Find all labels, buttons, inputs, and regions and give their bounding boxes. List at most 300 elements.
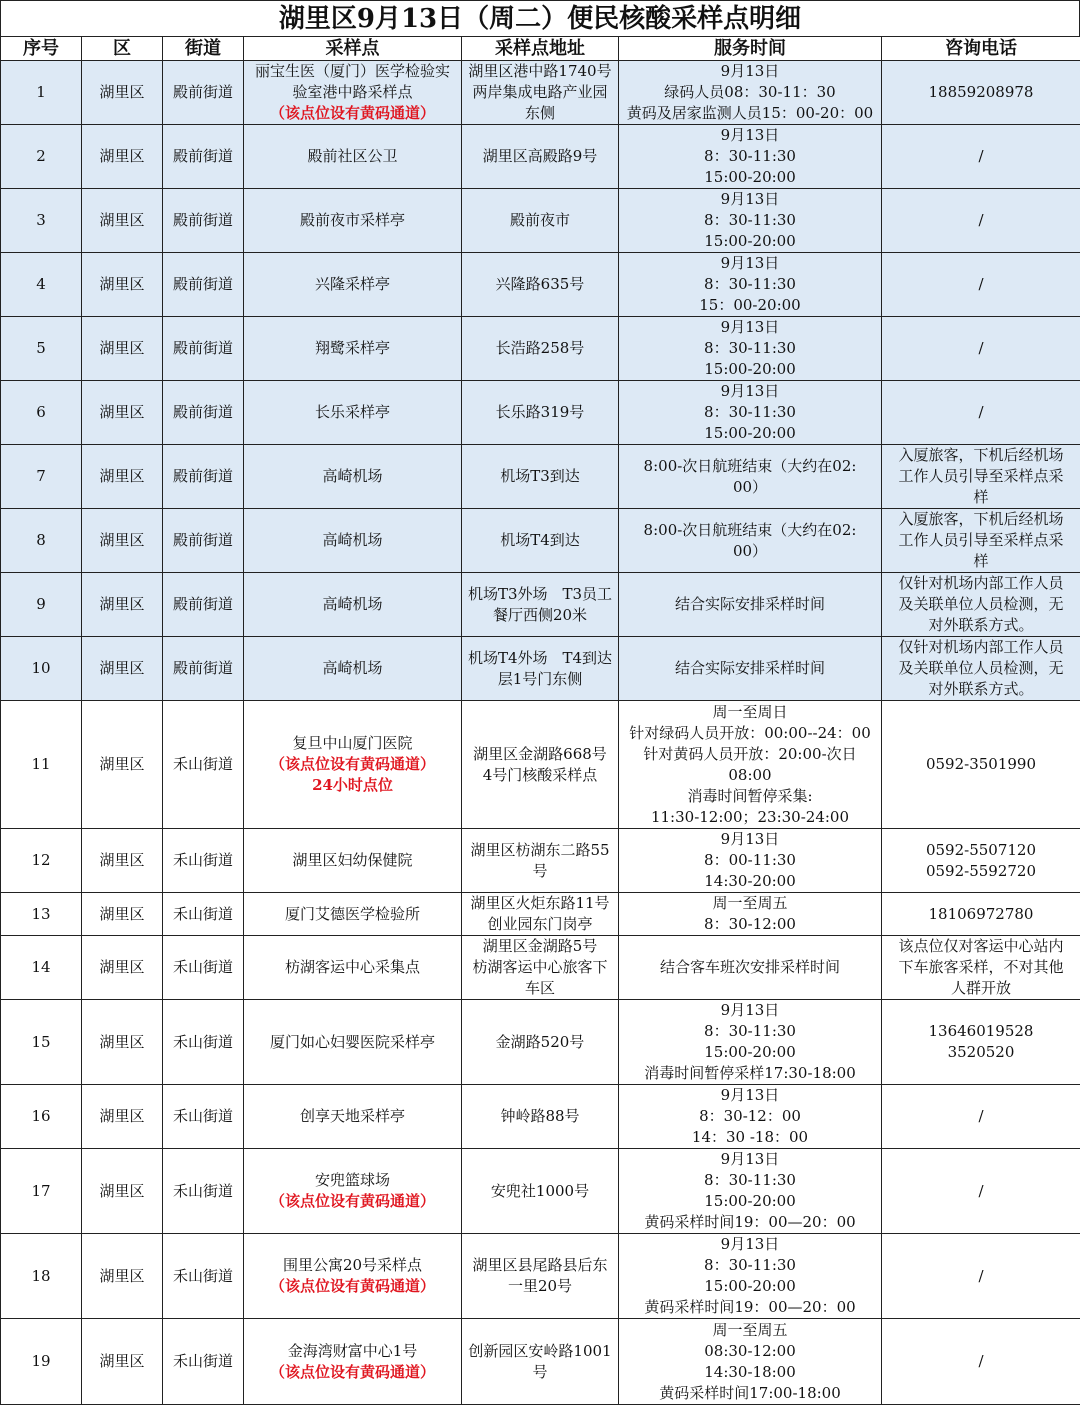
site-cell-line: 金海湾财富中心1号 <box>247 1341 458 1362</box>
site-cell <box>244 701 462 829</box>
phone-cell-line: 对外联系方式。 <box>885 615 1077 636</box>
hours-cell-line: 9月13日 <box>622 189 878 210</box>
district-cell-line: 湖里区 <box>85 594 159 615</box>
site-cell-line: （该点位设有黄码通道） <box>247 1191 458 1212</box>
district-cell-line: 湖里区 <box>85 466 159 487</box>
district-cell <box>82 381 163 445</box>
phone-cell-line: 0592-5507120 <box>885 840 1077 861</box>
phone-cell <box>882 637 1080 701</box>
phone-cell-line: 人群开放 <box>885 978 1077 999</box>
district-cell-line: 湖里区 <box>85 530 159 551</box>
site-cell-line: 验室港中路采样点 <box>247 82 458 103</box>
district-cell <box>82 509 163 573</box>
street-cell-line: 禾山街道 <box>166 1351 240 1372</box>
hours-cell-line: 8：30-11:30 <box>622 1021 878 1042</box>
header-cell: 采样点 <box>244 37 462 61</box>
address-cell-line: 4号门核酸采样点 <box>465 765 615 786</box>
address-cell-line: 两岸集成电路产业园 <box>465 82 615 103</box>
address-cell-line: 湖里区火炬东路11号 <box>465 893 615 914</box>
phone-cell <box>882 1319 1080 1405</box>
index-cell-line: 11 <box>4 754 78 775</box>
hours-cell-line: 周一至周五 <box>622 893 878 914</box>
street-cell-line: 禾山街道 <box>166 754 240 775</box>
district-cell <box>82 1234 163 1319</box>
site-cell <box>244 61 462 125</box>
site-cell <box>244 253 462 317</box>
hours-cell-line: 8：30-12:00 <box>622 914 878 935</box>
hours-cell-line: 消毒时间暂停采样17:30-18:00 <box>622 1063 878 1084</box>
index-cell-line: 7 <box>4 466 78 487</box>
index-cell-line: 6 <box>4 402 78 423</box>
district-cell-line: 湖里区 <box>85 1106 159 1127</box>
hours-cell-line: 08:30-12:00 <box>622 1341 878 1362</box>
phone-cell <box>882 1149 1080 1234</box>
street-cell-line: 殿前街道 <box>166 82 240 103</box>
site-cell <box>244 573 462 637</box>
site-cell-line: 安兜篮球场 <box>247 1170 458 1191</box>
district-cell-line: 湖里区 <box>85 274 159 295</box>
address-cell <box>462 317 619 381</box>
hours-cell <box>619 936 882 1000</box>
address-cell <box>462 1234 619 1319</box>
index-cell-line: 5 <box>4 338 78 359</box>
street-cell-line: 禾山街道 <box>166 1106 240 1127</box>
site-cell <box>244 317 462 381</box>
district-cell-line: 湖里区 <box>85 1351 159 1372</box>
header-cell: 区 <box>82 37 163 61</box>
street-cell-line: 殿前街道 <box>166 402 240 423</box>
street-cell-line: 禾山街道 <box>166 1266 240 1287</box>
hours-cell-line: 消毒时间暂停采集: <box>622 786 878 807</box>
table-row <box>1 1319 1080 1405</box>
hours-cell <box>619 1000 882 1085</box>
site-cell-line: 厦门艾德医学检验所 <box>247 904 458 925</box>
address-cell <box>462 637 619 701</box>
phone-cell <box>882 701 1080 829</box>
hours-cell-line: 8：30-11:30 <box>622 338 878 359</box>
address-cell-line: 钟岭路88号 <box>465 1106 615 1127</box>
hours-cell-line: 9月13日 <box>622 829 878 850</box>
table-row <box>1 253 1080 317</box>
site-cell-line: 高崎机场 <box>247 530 458 551</box>
table-row <box>1 893 1080 936</box>
address-cell-line: 餐厅西侧20米 <box>465 605 615 626</box>
address-cell <box>462 1149 619 1234</box>
hours-cell-line: 黄码及居家监测人员15：00-20：00 <box>622 103 878 124</box>
street-cell <box>163 637 244 701</box>
site-cell <box>244 637 462 701</box>
hours-cell-line: 黄码采样时间19：00—20：00 <box>622 1297 878 1318</box>
hours-cell <box>619 893 882 936</box>
index-cell <box>1 829 82 893</box>
index-cell-line: 12 <box>4 850 78 871</box>
index-cell <box>1 637 82 701</box>
address-cell-line: 一里20号 <box>465 1276 615 1297</box>
street-cell-line: 禾山街道 <box>166 957 240 978</box>
street-cell-line: 殿前街道 <box>166 530 240 551</box>
site-cell <box>244 1149 462 1234</box>
index-cell-line: 14 <box>4 957 78 978</box>
hours-cell-line: 针对黄码人员开放：20:00-次日 <box>622 744 878 765</box>
site-cell-line: 厦门如心妇婴医院采样亭 <box>247 1032 458 1053</box>
phone-cell-line: 工作人员引导至采样点采 <box>885 530 1077 551</box>
street-cell <box>163 317 244 381</box>
phone-cell-line: / <box>885 1266 1077 1287</box>
index-cell-line: 15 <box>4 1032 78 1053</box>
street-cell <box>163 701 244 829</box>
address-cell-line: 金湖路520号 <box>465 1032 615 1053</box>
site-cell <box>244 1319 462 1405</box>
street-cell-line: 殿前街道 <box>166 658 240 679</box>
street-cell-line: 殿前街道 <box>166 338 240 359</box>
address-cell-line: 号 <box>465 1362 615 1383</box>
hours-cell-line: 11:30-12:00；23:30-24:00 <box>622 807 878 828</box>
index-cell <box>1 61 82 125</box>
hours-cell-line: 针对绿码人员开放：00:00--24：00 <box>622 723 878 744</box>
hours-cell-line: 8：00-11:30 <box>622 850 878 871</box>
index-cell <box>1 1234 82 1319</box>
hours-cell <box>619 61 882 125</box>
district-cell <box>82 1085 163 1149</box>
address-cell-line: 机场T4到达 <box>465 530 615 551</box>
site-cell-line: 丽宝生医（厦门）医学检验实 <box>247 61 458 82</box>
street-cell <box>163 1234 244 1319</box>
phone-cell <box>882 61 1080 125</box>
index-cell <box>1 317 82 381</box>
phone-cell-line: 入厦旅客，下机后经机场 <box>885 445 1077 466</box>
site-cell-line: 湖里区妇幼保健院 <box>247 850 458 871</box>
site-cell-line: 高崎机场 <box>247 658 458 679</box>
hours-cell <box>619 829 882 893</box>
hours-cell-line: 15:00-20:00 <box>622 1276 878 1297</box>
site-cell-line: 殿前社区公卫 <box>247 146 458 167</box>
district-cell <box>82 701 163 829</box>
hours-cell-line: 8：30-11:30 <box>622 1255 878 1276</box>
address-cell-line: 车区 <box>465 978 615 999</box>
address-cell-line: 东侧 <box>465 103 615 124</box>
site-cell <box>244 125 462 189</box>
address-cell <box>462 573 619 637</box>
index-cell-line: 9 <box>4 594 78 615</box>
phone-cell <box>882 445 1080 509</box>
address-cell-line: 殿前夜市 <box>465 210 615 231</box>
district-cell-line: 湖里区 <box>85 402 159 423</box>
phone-cell <box>882 189 1080 253</box>
district-cell-line: 湖里区 <box>85 957 159 978</box>
district-cell <box>82 1319 163 1405</box>
index-cell <box>1 573 82 637</box>
street-cell <box>163 189 244 253</box>
site-cell-line: 翔鹭采样亭 <box>247 338 458 359</box>
district-cell-line: 湖里区 <box>85 904 159 925</box>
phone-cell-line: / <box>885 1106 1077 1127</box>
address-cell-line: 兴隆路635号 <box>465 274 615 295</box>
phone-cell-line: 样 <box>885 487 1077 508</box>
hours-cell-line: 9月13日 <box>622 1000 878 1021</box>
address-cell <box>462 1319 619 1405</box>
phone-cell <box>882 893 1080 936</box>
site-cell-line: 创享天地采样亭 <box>247 1106 458 1127</box>
phone-cell <box>882 573 1080 637</box>
hours-cell-line: 9月13日 <box>622 61 878 82</box>
header-row <box>1 37 1080 61</box>
address-cell-line: 湖里区金湖路668号 <box>465 744 615 765</box>
page-title: 湖里区9月13日（周二）便民核酸采样点明细 <box>0 0 1080 36</box>
street-cell-line: 禾山街道 <box>166 1032 240 1053</box>
street-cell <box>163 893 244 936</box>
index-cell-line: 4 <box>4 274 78 295</box>
hours-cell-line: 00） <box>622 477 878 498</box>
street-cell <box>163 445 244 509</box>
hours-cell-line: 绿码人员08：30-11：30 <box>622 82 878 103</box>
hours-cell-line: 黄码采样时间19：00—20：00 <box>622 1212 878 1233</box>
address-cell-line: 层1号门东侧 <box>465 669 615 690</box>
site-cell-line: 高崎机场 <box>247 466 458 487</box>
district-cell <box>82 1149 163 1234</box>
street-cell-line: 禾山街道 <box>166 850 240 871</box>
address-cell <box>462 189 619 253</box>
address-cell-line: 机场T3到达 <box>465 466 615 487</box>
street-cell <box>163 1085 244 1149</box>
address-cell-line: 创业园东门岗亭 <box>465 914 615 935</box>
hours-cell-line: 8：30-11:30 <box>622 1170 878 1191</box>
index-cell <box>1 893 82 936</box>
hours-cell-line: 15:00-20:00 <box>622 423 878 444</box>
site-cell-line: （该点位设有黄码通道） <box>247 1362 458 1383</box>
street-cell-line: 殿前街道 <box>166 594 240 615</box>
header-cell: 咨询电话 <box>882 37 1080 61</box>
street-cell-line: 殿前街道 <box>166 210 240 231</box>
index-cell-line: 13 <box>4 904 78 925</box>
street-cell <box>163 61 244 125</box>
phone-cell-line: 0592-5592720 <box>885 861 1077 882</box>
hours-cell-line: 14：30 -18：00 <box>622 1127 878 1148</box>
phone-cell <box>882 317 1080 381</box>
address-cell-line: 安兜社1000号 <box>465 1181 615 1202</box>
phone-cell-line: 13646019528 <box>885 1021 1077 1042</box>
hours-cell <box>619 253 882 317</box>
phone-cell <box>882 509 1080 573</box>
street-cell <box>163 573 244 637</box>
address-cell <box>462 1085 619 1149</box>
hours-cell <box>619 125 882 189</box>
district-cell-line: 湖里区 <box>85 210 159 231</box>
street-cell <box>163 125 244 189</box>
index-cell <box>1 381 82 445</box>
address-cell-line: 号 <box>465 861 615 882</box>
district-cell <box>82 253 163 317</box>
site-cell-line: 长乐采样亭 <box>247 402 458 423</box>
hours-cell-line: 8：30-11:30 <box>622 210 878 231</box>
table-row <box>1 1000 1080 1085</box>
district-cell <box>82 125 163 189</box>
address-cell-line: 长乐路319号 <box>465 402 615 423</box>
sampling-sites-table <box>0 36 1080 1405</box>
district-cell-line: 湖里区 <box>85 1266 159 1287</box>
address-cell <box>462 509 619 573</box>
district-cell-line: 湖里区 <box>85 82 159 103</box>
table-row <box>1 445 1080 509</box>
hours-cell-line: 15:00-20:00 <box>622 167 878 188</box>
hours-cell-line: 15:00-20:00 <box>622 1191 878 1212</box>
address-cell <box>462 381 619 445</box>
site-cell <box>244 893 462 936</box>
phone-cell-line: / <box>885 1181 1077 1202</box>
phone-cell-line: / <box>885 402 1077 423</box>
street-cell-line: 禾山街道 <box>166 1181 240 1202</box>
hours-cell-line: 8：30-12：00 <box>622 1106 878 1127</box>
district-cell-line: 湖里区 <box>85 658 159 679</box>
hours-cell-line: 8：30-11:30 <box>622 402 878 423</box>
hours-cell-line: 8：30-11:30 <box>622 146 878 167</box>
phone-cell-line: 18106972780 <box>885 904 1077 925</box>
phone-cell <box>882 936 1080 1000</box>
index-cell <box>1 936 82 1000</box>
header-cell: 街道 <box>163 37 244 61</box>
street-cell <box>163 509 244 573</box>
phone-cell-line: 对外联系方式。 <box>885 679 1077 700</box>
hours-cell-line: 00） <box>622 541 878 562</box>
phone-cell-line: 样 <box>885 551 1077 572</box>
site-cell <box>244 1085 462 1149</box>
site-cell-line: 24小时点位 <box>247 775 458 796</box>
phone-cell-line: 3520520 <box>885 1042 1077 1063</box>
district-cell <box>82 637 163 701</box>
site-cell-line: （该点位设有黄码通道） <box>247 103 458 124</box>
district-cell <box>82 893 163 936</box>
phone-cell-line: / <box>885 274 1077 295</box>
table-row <box>1 189 1080 253</box>
site-cell <box>244 381 462 445</box>
address-cell <box>462 253 619 317</box>
district-cell-line: 湖里区 <box>85 754 159 775</box>
hours-cell-line: 结合客车班次安排采样时间 <box>622 957 878 978</box>
site-cell <box>244 509 462 573</box>
index-cell <box>1 1319 82 1405</box>
index-cell <box>1 445 82 509</box>
site-cell <box>244 1234 462 1319</box>
hours-cell-line: 15：00-20:00 <box>622 295 878 316</box>
hours-cell-line: 15:00-20:00 <box>622 1042 878 1063</box>
phone-cell-line: 下车旅客采样，不对其他 <box>885 957 1077 978</box>
hours-cell-line: 8:00-次日航班结束（大约在02: <box>622 456 878 477</box>
hours-cell-line: 结合实际安排采样时间 <box>622 594 878 615</box>
index-cell-line: 19 <box>4 1351 78 1372</box>
phone-cell <box>882 829 1080 893</box>
table-row <box>1 509 1080 573</box>
table-row <box>1 125 1080 189</box>
index-cell-line: 18 <box>4 1266 78 1287</box>
hours-cell <box>619 1085 882 1149</box>
street-cell-line: 殿前街道 <box>166 146 240 167</box>
site-cell-line: 兴隆采样亭 <box>247 274 458 295</box>
site-cell-line: 高崎机场 <box>247 594 458 615</box>
address-cell-line: 湖里区港中路1740号 <box>465 61 615 82</box>
address-cell <box>462 61 619 125</box>
district-cell-line: 湖里区 <box>85 850 159 871</box>
hours-cell-line: 9月13日 <box>622 1085 878 1106</box>
street-cell <box>163 829 244 893</box>
phone-cell-line: 入厦旅客，下机后经机场 <box>885 509 1077 530</box>
index-cell <box>1 509 82 573</box>
hours-cell-line: 14:30-20:00 <box>622 871 878 892</box>
district-cell <box>82 445 163 509</box>
hours-cell-line: 8：30-11:30 <box>622 274 878 295</box>
hours-cell-line: 9月13日 <box>622 317 878 338</box>
address-cell-line: 湖里区县尾路县后东 <box>465 1255 615 1276</box>
district-cell-line: 湖里区 <box>85 338 159 359</box>
phone-cell-line: 该点位仅对客运中心站内 <box>885 936 1077 957</box>
street-cell-line: 禾山街道 <box>166 904 240 925</box>
address-cell <box>462 701 619 829</box>
address-cell-line: 机场T4外场 T4到达 <box>465 648 615 669</box>
index-cell-line: 16 <box>4 1106 78 1127</box>
site-cell-line: 围里公寓20号采样点 <box>247 1255 458 1276</box>
site-cell <box>244 445 462 509</box>
phone-cell-line: 18859208978 <box>885 82 1077 103</box>
district-cell <box>82 829 163 893</box>
district-cell <box>82 189 163 253</box>
district-cell-line: 湖里区 <box>85 1181 159 1202</box>
hours-cell <box>619 573 882 637</box>
address-cell-line: 湖里区枋湖东二路55 <box>465 840 615 861</box>
street-cell <box>163 936 244 1000</box>
address-cell <box>462 1000 619 1085</box>
district-cell <box>82 573 163 637</box>
street-cell-line: 殿前街道 <box>166 274 240 295</box>
district-cell <box>82 1000 163 1085</box>
hours-cell-line: 黄码采样时间17:00-18:00 <box>622 1383 878 1404</box>
phone-cell-line: 工作人员引导至采样点采 <box>885 466 1077 487</box>
hours-cell-line: 结合实际安排采样时间 <box>622 658 878 679</box>
street-cell <box>163 1149 244 1234</box>
index-cell-line: 8 <box>4 530 78 551</box>
site-cell-line: （该点位设有黄码通道） <box>247 754 458 775</box>
hours-cell-line: 9月13日 <box>622 381 878 402</box>
hours-cell <box>619 1234 882 1319</box>
header-cell: 序号 <box>1 37 82 61</box>
phone-cell-line: 仅针对机场内部工作人员 <box>885 573 1077 594</box>
district-cell <box>82 936 163 1000</box>
phone-cell-line: / <box>885 146 1077 167</box>
index-cell <box>1 253 82 317</box>
district-cell-line: 湖里区 <box>85 1032 159 1053</box>
hours-cell <box>619 445 882 509</box>
address-cell-line: 枋湖客运中心旅客下 <box>465 957 615 978</box>
address-cell <box>462 893 619 936</box>
address-cell <box>462 445 619 509</box>
address-cell-line: 创新园区安岭路1001 <box>465 1341 615 1362</box>
table-row <box>1 317 1080 381</box>
address-cell <box>462 125 619 189</box>
hours-cell-line: 08:00 <box>622 765 878 786</box>
hours-cell-line: 9月13日 <box>622 1234 878 1255</box>
phone-cell <box>882 1000 1080 1085</box>
table-row <box>1 701 1080 829</box>
site-cell <box>244 189 462 253</box>
district-cell <box>82 61 163 125</box>
address-cell <box>462 829 619 893</box>
address-cell-line: 湖里区高殿路9号 <box>465 146 615 167</box>
table-row <box>1 61 1080 125</box>
address-cell <box>462 936 619 1000</box>
hours-cell-line: 9月13日 <box>622 1149 878 1170</box>
phone-cell <box>882 381 1080 445</box>
header-cell: 服务时间 <box>619 37 882 61</box>
table-row <box>1 573 1080 637</box>
address-cell-line: 机场T3外场 T3员工 <box>465 584 615 605</box>
hours-cell-line: 15:00-20:00 <box>622 359 878 380</box>
